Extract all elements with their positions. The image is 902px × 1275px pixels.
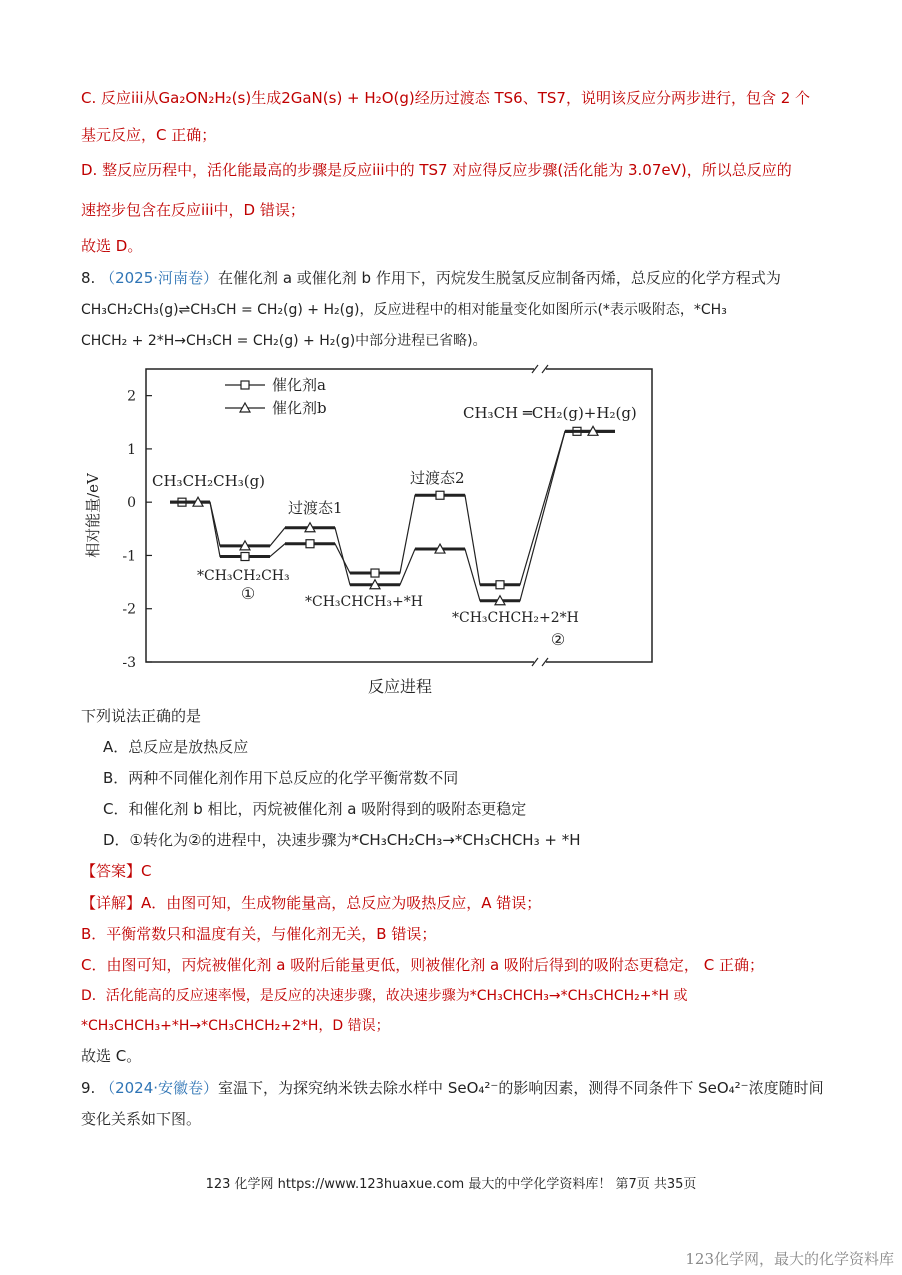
energy-profile-svg bbox=[60, 352, 680, 702]
annotation-mark2: ② bbox=[550, 630, 566, 649]
series-line-a bbox=[170, 431, 615, 584]
marker-square bbox=[241, 553, 249, 561]
question-source[interactable]: （2025·河南卷） bbox=[100, 269, 219, 287]
answer-line bbox=[81, 861, 152, 881]
question-8-stem bbox=[81, 268, 781, 288]
answer-choice-current: 故选 C。 bbox=[81, 1047, 142, 1065]
y-tick-label: -1 bbox=[122, 548, 136, 565]
x-axis-label: 反应进程 bbox=[367, 677, 433, 696]
annotation-ts1: 过渡态1 bbox=[288, 499, 343, 517]
y-tick-label: 2 bbox=[127, 388, 136, 405]
option-b[interactable]: B．两种不同催化剂作用下总反应的化学平衡常数不同 bbox=[103, 769, 459, 787]
option-d-explanation-line2: 速控步包含在反应iii中，D 错误； bbox=[81, 201, 305, 219]
detail-a bbox=[81, 893, 541, 913]
marker-square bbox=[371, 569, 379, 577]
legend-marker-square bbox=[241, 381, 249, 389]
watermark: 123化学网，最大的化学资料库 bbox=[685, 1250, 894, 1268]
annotation-ads1: *CH₃CH₂CH₃ bbox=[197, 568, 290, 584]
question-8-equation-cont: CHCH₂ + 2*H→CH₃CH = CH₂(g) + H₂(g)中部分进程已省略)。 bbox=[81, 333, 487, 349]
answer-choice-previous: 故选 D。 bbox=[81, 237, 143, 255]
option-d-explanation-line1: D. 整反应历程中，活化能最高的步骤是反应iii中的 TS7 对应得反应步骤(活化能为 3.07eV)，所以总反应的 bbox=[81, 161, 792, 179]
marker-square bbox=[496, 581, 504, 589]
y-tick-label: -3 bbox=[122, 655, 136, 671]
question-8-equation: CH₃CH₂CH₃(g)⇌CH₃CH = CH₂(g) + H₂(g)，反应进程中的相对能量变化如图所示(*表示吸附态，*CH₃ bbox=[81, 302, 727, 318]
option-c[interactable]: C．和催化剂 b 相比，丙烷被催化剂 a 吸附得到的吸附态更稳定 bbox=[103, 800, 527, 818]
axis-break-gap bbox=[534, 365, 546, 373]
energy-profile-chart bbox=[60, 352, 680, 702]
question-text: 室温下，为探究纳米铁去除水样中 SeO₄²⁻的影响因素，测得不同条件下 SeO₄²⁻浓度随时间 bbox=[218, 1079, 824, 1097]
annotation-mark1: ① bbox=[240, 584, 256, 603]
detail-tag: 【详解】 bbox=[81, 894, 142, 912]
option-c-explanation-line1: C. 反应iii从Ga₂ON₂H₂(s)生成2GaN(s) + H₂O(g)经历过渡态 TS6、TS7，说明该反应分两步进行，包含 2 个 bbox=[81, 89, 811, 107]
detail-a-text: A．由图可知，生成物能量高，总反应为吸热反应，A 错误； bbox=[141, 894, 542, 912]
question-source[interactable]: （2024·安徽卷） bbox=[100, 1079, 219, 1097]
option-a[interactable]: A．总反应是放热反应 bbox=[103, 738, 249, 756]
question-number: 9. bbox=[81, 1079, 96, 1097]
detail-d-line1: D．活化能高的反应速率慢，是反应的决速步骤，故决速步骤为*CH₃CHCH₃→*CH₃CHCH₂+*H 或 bbox=[81, 988, 688, 1004]
annotation-ads2: *CH₃CHCH₃+*H bbox=[305, 594, 423, 610]
annotation-start: CH₃CH₂CH₃(g) bbox=[152, 472, 266, 490]
detail-d-line2: *CH₃CHCH₃+*H→*CH₃CHCH₂+2*H，D 错误； bbox=[81, 1018, 390, 1034]
marker-square bbox=[306, 540, 314, 548]
detail-c: C．由图可知，丙烷被催化剂 a 吸附后能量更低，则被催化剂 a 吸附后得到的吸附态更稳定， C 正确； bbox=[81, 956, 764, 974]
question-number: 8. bbox=[81, 269, 96, 287]
question-9-stem-cont: 变化关系如下图。 bbox=[81, 1110, 202, 1128]
legend-label: 催化剂a bbox=[272, 376, 326, 394]
y-tick-label: 0 bbox=[127, 495, 136, 512]
y-tick-label: 1 bbox=[127, 441, 136, 458]
question-9-stem bbox=[81, 1078, 824, 1098]
marker-square bbox=[436, 491, 444, 499]
detail-b: B．平衡常数只和温度有关，与催化剂无关，B 错误； bbox=[81, 925, 437, 943]
axis-break-gap bbox=[534, 658, 546, 666]
option-d[interactable]: D．①转化为②的进程中，决速步骤为*CH₃CH₂CH₃→*CH₃CHCH₃ + *H bbox=[103, 831, 581, 849]
option-c-explanation-line2: 基元反应，C 正确； bbox=[81, 126, 217, 144]
chart-labels bbox=[84, 376, 637, 696]
answer-tag: 【答案】 bbox=[81, 862, 142, 880]
legend-label: 催化剂b bbox=[272, 399, 327, 417]
annotation-product: CH₃CH ═CH₂(g)+H₂(g) bbox=[463, 404, 637, 422]
y-axis-label: 相对能量/eV bbox=[84, 473, 102, 558]
answer-value: C bbox=[141, 862, 152, 880]
annotation-ts2: 过渡态2 bbox=[410, 469, 465, 487]
y-tick-label: -2 bbox=[122, 601, 136, 618]
page-footer: 123 化学网 https://www.123huaxue.com 最大的中学化学资料库！ 第7页 共35页 bbox=[205, 1177, 697, 1192]
annotation-ads3: *CH₃CHCH₂+2*H bbox=[452, 610, 579, 626]
question-8-ask: 下列说法正确的是 bbox=[81, 707, 202, 725]
question-text: 在催化剂 a 或催化剂 b 作用下，丙烷发生脱氢反应制备丙烯，总反应的化学方程式为 bbox=[218, 269, 781, 287]
